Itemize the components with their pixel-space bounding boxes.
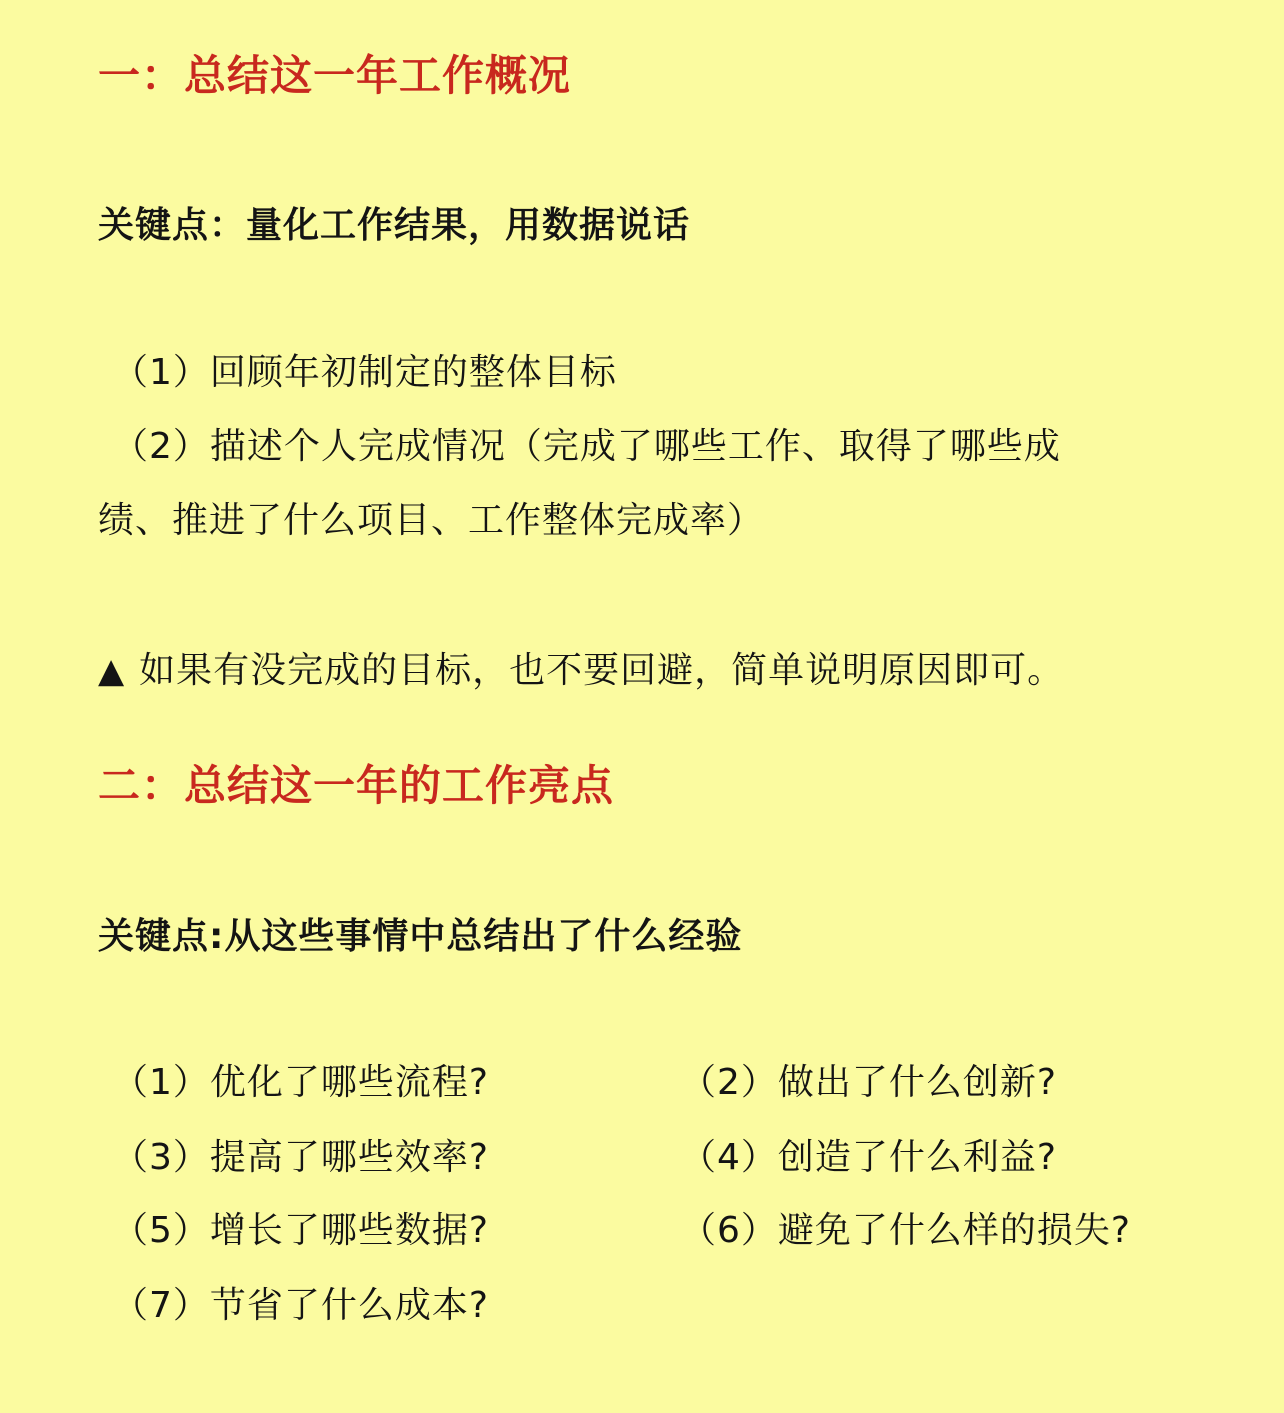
- section1-item-2-line-2: 绩、推进了什么项目、工作整体完成率）: [98, 500, 765, 541]
- section2-item-3: （3）提高了哪些效率?: [112, 1137, 490, 1178]
- section2-item-5: （5）增长了哪些数据?: [112, 1210, 490, 1251]
- section2-item-7: （7）节省了什么成本?: [112, 1285, 490, 1326]
- triangle-icon: ▲: [98, 651, 126, 691]
- section2-heading: 二：总结这一年的工作亮点: [98, 761, 615, 810]
- section2-item-4: （4）创造了什么利益?: [680, 1137, 1058, 1178]
- section1-keypoint: 关键点：量化工作结果，用数据说话: [98, 205, 691, 246]
- section1-note-text: 如果有没完成的目标，也不要回避，简单说明原因即可。: [139, 650, 1065, 691]
- section2-item-2: （2）做出了什么创新?: [680, 1062, 1058, 1103]
- section2-keypoint: 关键点:从这些事情中总结出了什么经验: [98, 916, 743, 957]
- section2-item-1: （1）优化了哪些流程?: [112, 1062, 490, 1103]
- section1-heading: 一：总结这一年工作概况: [98, 51, 572, 100]
- section1-item-2-line-1: （2）描述个人完成情况（完成了哪些工作、取得了哪些成: [112, 426, 1061, 467]
- section1-note: [98, 648, 1064, 694]
- section1-item-1: （1）回顾年初制定的整体目标: [112, 352, 617, 393]
- section2-item-6: （6）避免了什么样的损失?: [680, 1210, 1132, 1251]
